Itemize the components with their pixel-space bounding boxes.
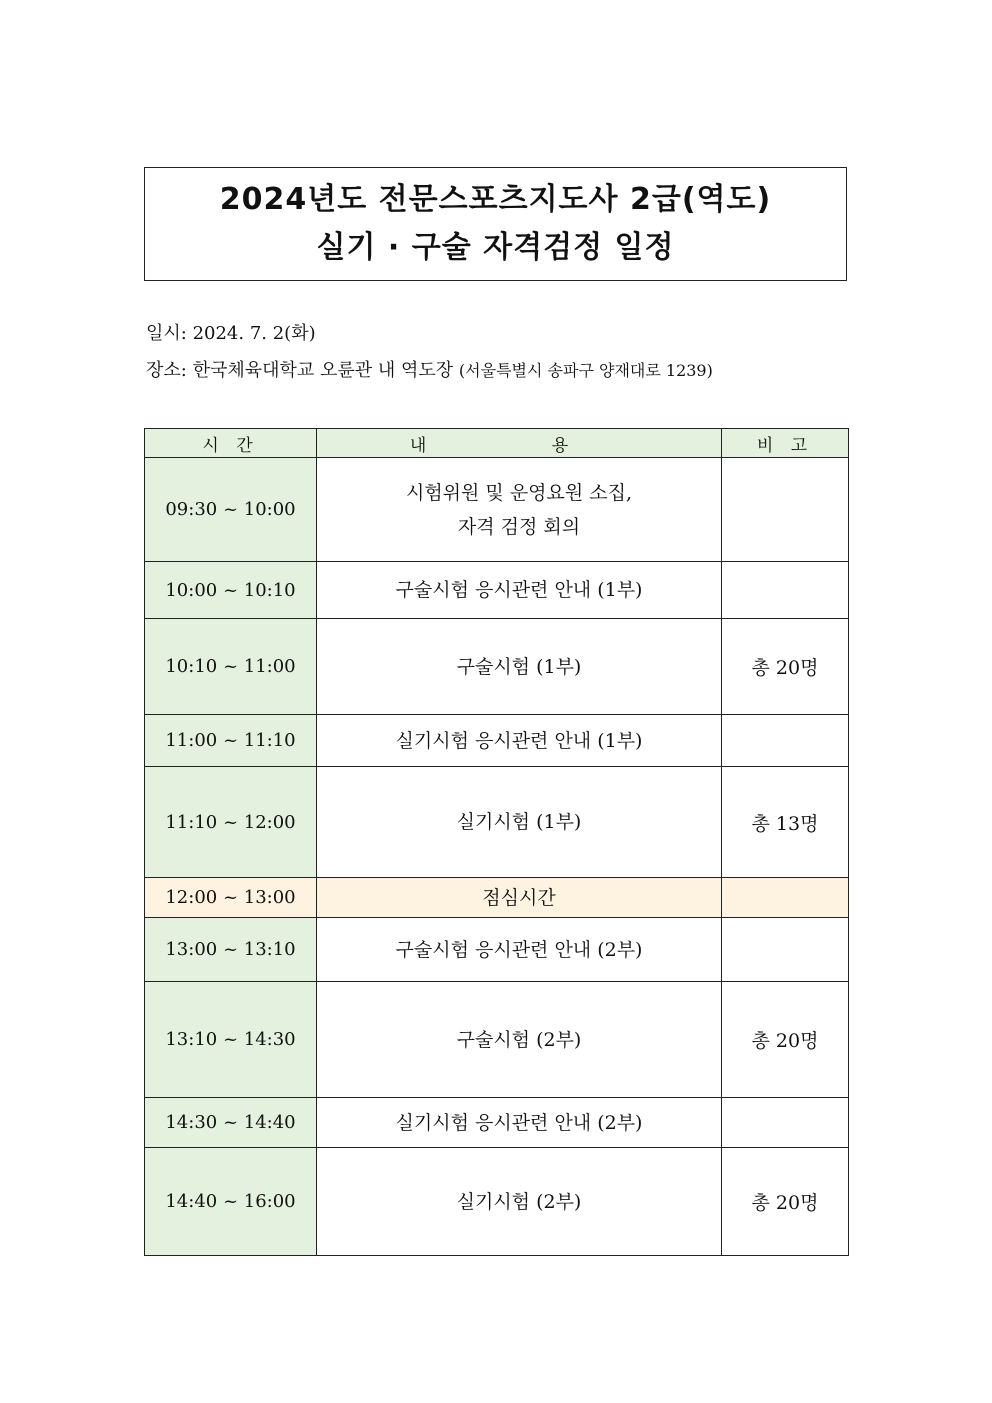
row-time: 11:00 ~ 11:10 (145, 715, 317, 767)
row-content: 점심시간 (317, 878, 722, 918)
row-content-line1: 시험위원 및 운영요원 소집, (405, 481, 633, 504)
schedule-table (144, 428, 849, 1256)
row-time: 09:30 ~ 10:00 (145, 458, 317, 562)
table-row (145, 715, 849, 767)
row-note (722, 715, 849, 767)
row-note (722, 458, 849, 562)
row-content: 구술시험 (2부) (317, 982, 722, 1098)
table-row (145, 982, 849, 1098)
row-time: 14:30 ~ 14:40 (145, 1098, 317, 1148)
table-row (145, 1098, 849, 1148)
row-content: 실기시험 (2부) (317, 1148, 722, 1256)
table-row (145, 1148, 849, 1256)
row-time: 13:00 ~ 13:10 (145, 918, 317, 982)
place-label: 장소: (146, 360, 187, 381)
place-line (146, 356, 713, 382)
row-note: 총 20명 (722, 619, 849, 715)
row-content: 구술시험 응시관련 안내 (2부) (317, 918, 722, 982)
date-line (146, 319, 316, 345)
row-note (722, 878, 849, 918)
row-note: 총 20명 (722, 1148, 849, 1256)
row-content: 실기시험 응시관련 안내 (2부) (317, 1098, 722, 1148)
header-time: 시 간 (145, 429, 317, 458)
row-time: 11:10 ~ 12:00 (145, 767, 317, 878)
row-content: 구술시험 응시관련 안내 (1부) (317, 562, 722, 619)
row-content: 실기시험 (1부) (317, 767, 722, 878)
title-box (144, 167, 847, 281)
date-label: 일시: (146, 323, 187, 344)
row-content: 구술시험 (1부) (317, 619, 722, 715)
row-time: 14:40 ~ 16:00 (145, 1148, 317, 1256)
row-note: 총 13명 (722, 767, 849, 878)
header-content: 내 용 (317, 429, 722, 458)
row-time: 10:10 ~ 11:00 (145, 619, 317, 715)
table-header-row (145, 429, 849, 458)
table-row (145, 562, 849, 619)
row-time: 10:00 ~ 10:10 (145, 562, 317, 619)
table-row-lunch (145, 878, 849, 918)
date-value: 2024. 7. 2(화) (192, 323, 316, 344)
title-line-2: 실기 · 구술 자격검정 일정 (316, 230, 675, 265)
row-content-line2: 자격 검정 회의 (457, 515, 581, 538)
header-note: 비 고 (722, 429, 849, 458)
row-time: 13:10 ~ 14:30 (145, 982, 317, 1098)
row-note: 총 20명 (722, 982, 849, 1098)
place-value: 한국체육대학교 오륜관 내 역도장 (192, 360, 454, 381)
row-content (317, 458, 722, 562)
table-row (145, 767, 849, 878)
title-line-1: 2024년도 전문스포츠지도사 2급(역도) (219, 182, 772, 217)
table-row (145, 619, 849, 715)
place-address: (서울특별시 송파구 양재대로 1239) (458, 361, 713, 380)
row-content: 실기시험 응시관련 안내 (1부) (317, 715, 722, 767)
table-row (145, 458, 849, 562)
row-note (722, 562, 849, 619)
row-note (722, 1098, 849, 1148)
row-time: 12:00 ~ 13:00 (145, 878, 317, 918)
row-note (722, 918, 849, 982)
table-row (145, 918, 849, 982)
